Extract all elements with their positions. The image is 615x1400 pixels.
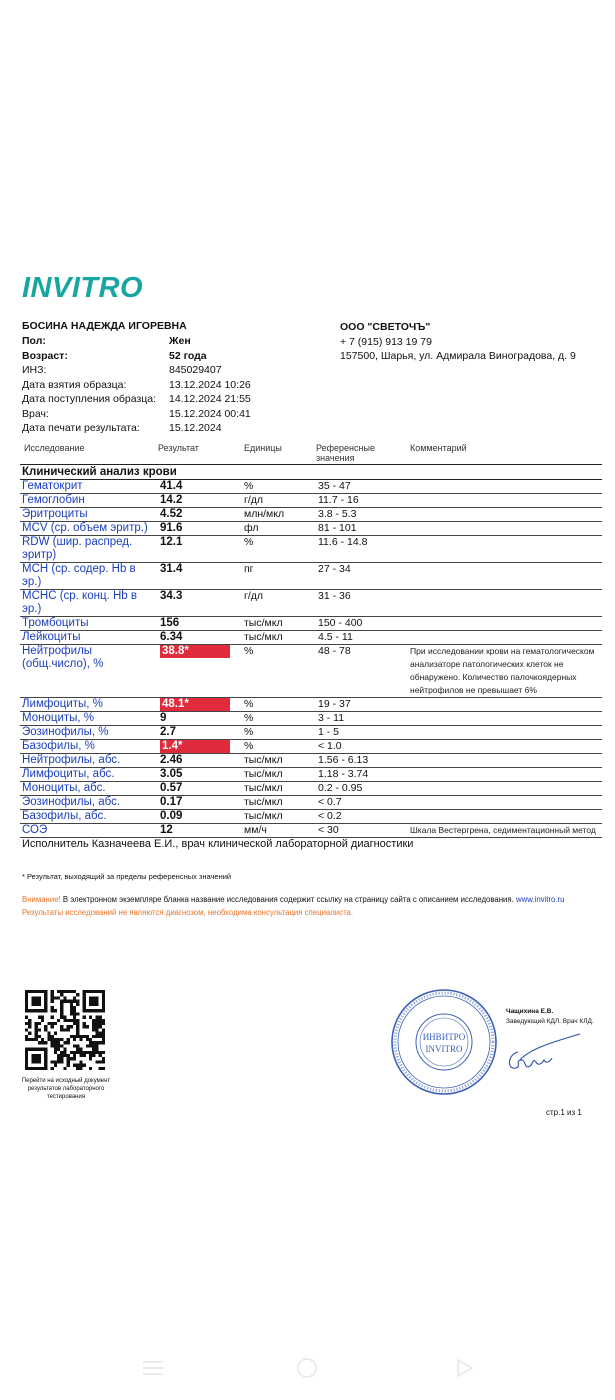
result-value: [158, 522, 242, 536]
section-title: Клинический анализ крови: [20, 464, 602, 480]
table-row: [20, 782, 602, 796]
patient-field-label: Дата поступления образца:: [22, 393, 157, 405]
table-row: [20, 796, 602, 810]
result-value: [158, 782, 242, 796]
patient-name: БОСИНА НАДЕЖДА ИГОРЕВНА: [22, 320, 187, 332]
reference-range: < 30: [316, 824, 408, 838]
test-name-link[interactable]: Лимфоциты, абс.: [20, 768, 158, 782]
result-unit: тыс/мкл: [242, 768, 316, 782]
result-value: [158, 494, 242, 508]
result-number: 4.52: [160, 508, 183, 520]
result-value: [158, 480, 242, 494]
result-comment: [408, 796, 602, 810]
stamp-top: ИНВИТРО: [422, 1032, 466, 1042]
result-unit: %: [242, 480, 316, 494]
patient-field: [22, 378, 251, 393]
reference-range: 27 - 34: [316, 563, 408, 590]
table-row: [20, 617, 602, 631]
result-comment: [408, 522, 602, 536]
reference-range: 1 - 5: [316, 726, 408, 740]
result-comment: [408, 617, 602, 631]
table-row: [20, 494, 602, 508]
result-unit: тыс/мкл: [242, 631, 316, 645]
table-row: [20, 810, 602, 824]
reference-range: 4.5 - 11: [316, 631, 408, 645]
result-comment: [408, 712, 602, 726]
result-value: [158, 796, 242, 810]
result-comment: [408, 810, 602, 824]
reference-range: 48 - 78: [316, 645, 408, 698]
patient-field-label: Дата печати результата:: [22, 422, 140, 434]
reference-range: 1.18 - 3.74: [316, 768, 408, 782]
result-comment: [408, 480, 602, 494]
test-name-link[interactable]: СОЭ: [20, 824, 158, 838]
reference-range: < 0.7: [316, 796, 408, 810]
result-number: 0.57: [160, 782, 183, 794]
test-name-link[interactable]: MCV (ср. объем эритр.): [20, 522, 158, 536]
result-value: [158, 810, 242, 824]
patient-field: [22, 407, 251, 422]
table-row: [20, 645, 602, 698]
table-row: [20, 480, 602, 494]
org-name: ООО "СВЕТОЧЪ": [340, 321, 431, 333]
result-value: [158, 712, 242, 726]
signatory-name: Чащихина Е.В.: [506, 1008, 554, 1015]
result-unit: %: [242, 645, 316, 698]
result-comment: [408, 563, 602, 590]
patient-field-value: 52 года: [169, 349, 207, 362]
reference-range: < 0.2: [316, 810, 408, 824]
patient-field: [22, 392, 251, 407]
stamp-bottom: INVITRO: [425, 1044, 463, 1054]
result-unit: %: [242, 726, 316, 740]
result-unit: г/дл: [242, 590, 316, 617]
test-name-link[interactable]: Эозинофилы, %: [20, 726, 158, 740]
result-unit: %: [242, 698, 316, 712]
table-row: [20, 768, 602, 782]
test-name-link[interactable]: MCH (ср. содер. Hb в эр.): [20, 563, 158, 590]
result-unit: %: [242, 712, 316, 726]
test-name-link[interactable]: RDW (шир. распред. эритр): [20, 536, 158, 563]
result-value: [158, 824, 242, 838]
test-name-link[interactable]: Гематокрит: [20, 480, 158, 494]
result-unit: пг: [242, 563, 316, 590]
result-value: [158, 617, 242, 631]
reference-range: 19 - 37: [316, 698, 408, 712]
warning-label: Внимание!: [22, 895, 61, 904]
test-name-link[interactable]: Нейтрофилы (общ.число), %: [20, 645, 158, 698]
result-number: 12.1: [160, 536, 183, 548]
signatory: [506, 1007, 594, 1027]
patient-field-label: Врач:: [22, 407, 49, 420]
result-unit: млн/мкл: [242, 508, 316, 522]
table-row: [20, 522, 602, 536]
result-comment: [408, 590, 602, 617]
result-number: 34.3: [160, 590, 183, 602]
reference-range: 11.6 - 14.8: [316, 536, 408, 563]
result-value: [158, 768, 242, 782]
result-value: [158, 754, 242, 768]
test-name-link[interactable]: Лимфоциты, %: [20, 698, 158, 712]
result-comment: [408, 782, 602, 796]
reference-range: < 1.0: [316, 740, 408, 754]
footnote: * Результат, выходящий за пределы референсных значений: [22, 872, 232, 881]
patient-field-value: 15.12.2024: [169, 422, 222, 434]
recent-apps-icon[interactable]: [143, 1362, 163, 1374]
table-row: [20, 712, 602, 726]
result-value: [158, 590, 242, 617]
result-value: [158, 698, 242, 712]
result-unit: тыс/мкл: [242, 782, 316, 796]
table-row: [20, 824, 602, 838]
header-unit: Единицы: [244, 443, 282, 453]
result-number: 14.2: [160, 494, 183, 506]
test-name-link[interactable]: Моноциты, %: [20, 712, 158, 726]
patient-field: [22, 421, 251, 436]
result-value: [158, 536, 242, 563]
result-comment: [408, 536, 602, 563]
result-unit: фл: [242, 522, 316, 536]
result-number: 12: [160, 824, 173, 836]
result-unit: %: [242, 740, 316, 754]
patient-info: [22, 334, 251, 436]
test-name-link[interactable]: MCHC (ср. конц. Hb в эр.): [20, 590, 158, 617]
result-comment: [408, 768, 602, 782]
test-name-link[interactable]: Нейтрофилы, абс.: [20, 754, 158, 768]
header-result: Результат: [158, 443, 199, 453]
result-number: 31.4: [160, 563, 183, 575]
patient-field-label: Пол:: [22, 335, 46, 347]
test-name-link[interactable]: Лейкоциты: [20, 631, 158, 645]
patient-field-label: Возраст:: [22, 349, 68, 362]
result-number: 156: [160, 617, 180, 629]
patient-field: [22, 363, 251, 378]
table-row: [20, 698, 602, 712]
qr-code[interactable]: [25, 990, 105, 1070]
header-test: Исследование: [24, 443, 85, 453]
table-row: [20, 631, 602, 645]
patient-field: [22, 349, 251, 364]
result-value: [158, 631, 242, 645]
result-value: [158, 726, 242, 740]
patient-field-value: 13.12.2024 10:26: [169, 378, 251, 391]
test-name-link[interactable]: Гемоглобин: [20, 494, 158, 508]
signatory-title: Заведующий КДЛ. Врач КЛД.: [506, 1018, 594, 1025]
system-navbar: [0, 1348, 615, 1388]
header-ref: Референсные значения: [316, 443, 375, 463]
org-address: 157500, Шарья, ул. Адмирала Виноградова, д. 9: [340, 350, 576, 362]
reference-range: 35 - 47: [316, 480, 408, 494]
header-comment: Комментарий: [410, 443, 467, 453]
patient-field: [22, 334, 251, 349]
abnormal-result: 1.4*: [160, 740, 230, 753]
result-unit: тыс/мкл: [242, 617, 316, 631]
result-number: 91.6: [160, 522, 183, 534]
result-number: 41.4: [160, 480, 183, 492]
result-unit: тыс/мкл: [242, 810, 316, 824]
table-row: [20, 508, 602, 522]
reference-range: 3 - 11: [316, 712, 408, 726]
qr-caption: Перейти на исходный документ результатов лабораторного тестирования: [21, 1078, 111, 1100]
warning: [22, 893, 602, 919]
table-row: [20, 590, 602, 617]
result-comment: [408, 726, 602, 740]
result-number: 2.46: [160, 754, 183, 766]
reference-range: 11.7 - 16: [316, 494, 408, 508]
result-unit: тыс/мкл: [242, 796, 316, 810]
patient-field-label: Дата взятия образца:: [22, 378, 127, 391]
result-comment: [408, 631, 602, 645]
result-unit: г/дл: [242, 494, 316, 508]
result-number: 3.05: [160, 768, 183, 780]
warning-text: В электронном экземпляре бланка название исследования содержит ссылку на страницу сайта с описанием исследования.: [60, 895, 516, 904]
result-number: 2.7: [160, 726, 176, 738]
lab-stamp: [390, 988, 498, 1096]
warning-note: Результаты исследований не являются диагнозом, необходима консультация специалиста.: [22, 908, 354, 917]
result-comment: При исследовании крови на гематологическом анализаторе патологических клеток не обнаружено. Количество палочкоядерных нейтрофилов не превышает 6%: [408, 645, 602, 698]
table-row: [20, 740, 602, 754]
result-number: 0.09: [160, 810, 183, 822]
result-unit: мм/ч: [242, 824, 316, 838]
table-row: [20, 754, 602, 768]
table-row: [20, 536, 602, 563]
result-number: 0.17: [160, 796, 183, 808]
result-comment: [408, 494, 602, 508]
result-comment: [408, 754, 602, 768]
result-number: 6.34: [160, 631, 183, 643]
reference-range: 81 - 101: [316, 522, 408, 536]
result-number: 9: [160, 712, 167, 724]
result-value: [158, 645, 242, 698]
reference-range: 0.2 - 0.95: [316, 782, 408, 796]
result-comment: Шкала Вестергрена, седиментационный метод: [408, 824, 602, 838]
result-value: [158, 740, 242, 754]
test-name-link[interactable]: Базофилы, %: [20, 740, 158, 754]
result-value: [158, 508, 242, 522]
invitro-logo: INVITRO: [22, 272, 144, 304]
patient-field-value: 14.12.2024 21:55: [169, 393, 251, 405]
home-icon[interactable]: [298, 1359, 316, 1377]
patient-field-value: 15.12.2024 00:41: [169, 407, 251, 420]
test-name-link[interactable]: Моноциты, абс.: [20, 782, 158, 796]
result-comment: [408, 698, 602, 712]
invitro-link[interactable]: www.invitro.ru: [515, 895, 565, 904]
result-unit: тыс/мкл: [242, 754, 316, 768]
signature: [500, 1030, 585, 1080]
page-number: стр.1 из 1: [546, 1108, 582, 1117]
result-comment: [408, 508, 602, 522]
reference-range: 31 - 36: [316, 590, 408, 617]
reference-range: 150 - 400: [316, 617, 408, 631]
abnormal-result: 38.8*: [160, 645, 230, 658]
org-block: [340, 320, 576, 364]
performer: Исполнитель Казначеева Е.И., врач клинической лабораторной диагностики: [22, 838, 414, 850]
result-value: [158, 563, 242, 590]
reference-range: 1.56 - 6.13: [316, 754, 408, 768]
patient-field-value: 845029407: [169, 364, 222, 376]
table-row: [20, 563, 602, 590]
result-comment: [408, 740, 602, 754]
org-phone: + 7 (915) 913 19 79: [340, 335, 432, 348]
table-row: [20, 726, 602, 740]
reference-range: 3.8 - 5.3: [316, 508, 408, 522]
back-icon[interactable]: [458, 1360, 472, 1376]
result-unit: %: [242, 536, 316, 563]
test-name-link[interactable]: Базофилы, абс.: [20, 810, 158, 824]
test-name-link[interactable]: Эозинофилы, абс.: [20, 796, 158, 810]
test-name-link[interactable]: Эритроциты: [20, 508, 158, 522]
results-table: [20, 480, 602, 838]
test-name-link[interactable]: Тромбоциты: [20, 617, 158, 631]
patient-field-label: ИНЗ:: [22, 364, 47, 376]
patient-field-value: Жен: [169, 335, 191, 347]
abnormal-result: 48.1*: [160, 698, 230, 711]
